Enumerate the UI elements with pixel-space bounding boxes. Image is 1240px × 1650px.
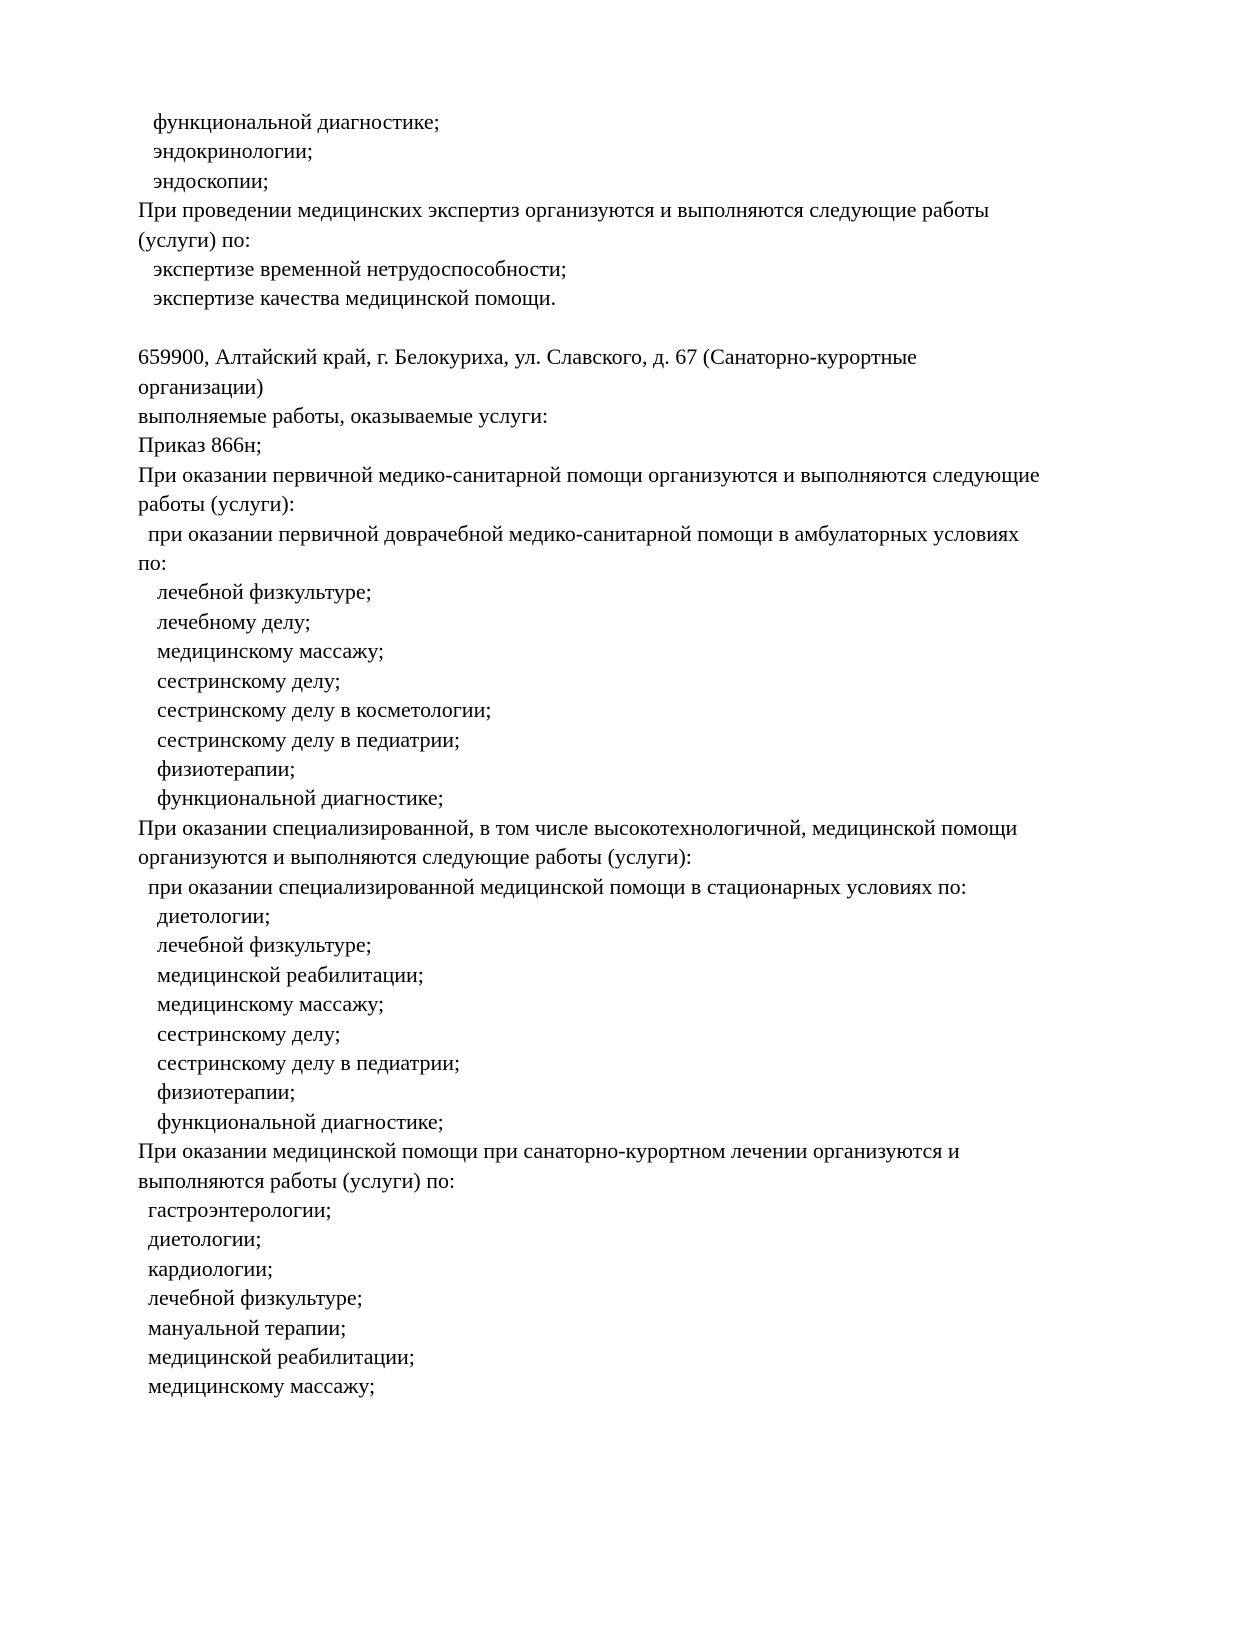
document-line: физиотерапии; [157, 755, 296, 781]
document-line: диетологии; [157, 902, 271, 928]
document-line: сестринскому делу в педиатрии; [157, 1049, 461, 1075]
document-line: (услуги) по: [138, 226, 251, 252]
document-line: гастроэнтерологии; [148, 1197, 332, 1223]
document-line: выполняемые работы, оказываемые услуги: [138, 403, 549, 429]
document-line: функциональной диагностике; [153, 109, 440, 134]
document-line: лечебной физкультуре; [148, 1285, 363, 1311]
document-line: лечебному делу; [157, 608, 311, 634]
document-line: сестринскому делу в косметологии; [157, 697, 492, 723]
document-line: при оказании первичной доврачебной медико-санитарной помощи в амбулаторных условиях [148, 520, 1020, 546]
document-line: функциональной диагностике; [157, 785, 444, 811]
document-line: 659900, Алтайский край, г. Белокуриха, ул. Славского, д. 67 (Санаторно-курортные [138, 344, 917, 370]
document-line: по: [138, 550, 167, 576]
document-line: сестринскому делу; [157, 1020, 341, 1046]
document-line: медицинскому массажу; [148, 1373, 376, 1399]
document-body [138, 107, 1200, 1401]
document-line: При проведении медицинских экспертиз организуются и выполняются следующие работы [138, 197, 990, 223]
document-line: лечебной физкультуре; [157, 932, 372, 958]
document-line: экспертизе временной нетрудоспособности; [153, 256, 567, 282]
document-line: эндоскопии; [153, 167, 269, 193]
document-line: При оказании специализированной, в том числе высокотехнологичной, медицинской помощи [138, 814, 1018, 840]
document-line: медицинскому массажу; [157, 638, 385, 664]
document-line: медицинской реабилитации; [148, 1344, 415, 1370]
document-line: функциональной диагностике; [157, 1108, 444, 1134]
document-line: выполняются работы (услуги) по: [138, 1167, 456, 1193]
document-line: эндокринологии; [153, 138, 314, 164]
document-line: организуются и выполняются следующие работы (услуги): [138, 844, 692, 870]
document-line: Приказ 866н; [138, 432, 262, 458]
document-line: сестринскому делу в педиатрии; [157, 726, 461, 752]
document-line: кардиологии; [148, 1255, 274, 1281]
document-line: работы (услуги): [138, 491, 295, 517]
document-line: медицинскому массажу; [157, 991, 385, 1017]
document-line: диетологии; [148, 1226, 262, 1252]
document-line: физиотерапии; [157, 1079, 296, 1105]
document-line [138, 313, 1200, 342]
document-line: организации) [138, 373, 264, 399]
document-line: сестринскому делу; [157, 667, 341, 693]
document-line: при оказании специализированной медицинской помощи в стационарных условиях по: [148, 873, 967, 899]
document-line: медицинской реабилитации; [157, 961, 424, 987]
document-line: экспертизе качества медицинской помощи. [153, 285, 557, 311]
document-line: При оказании медицинской помощи при санаторно-курортном лечении организуются и [138, 1138, 960, 1164]
document-line: мануальной терапии; [148, 1314, 347, 1340]
document-line: При оказании первичной медико-санитарной помощи организуются и выполняются следующие [138, 461, 1040, 487]
document-line: лечебной физкультуре; [157, 579, 372, 605]
